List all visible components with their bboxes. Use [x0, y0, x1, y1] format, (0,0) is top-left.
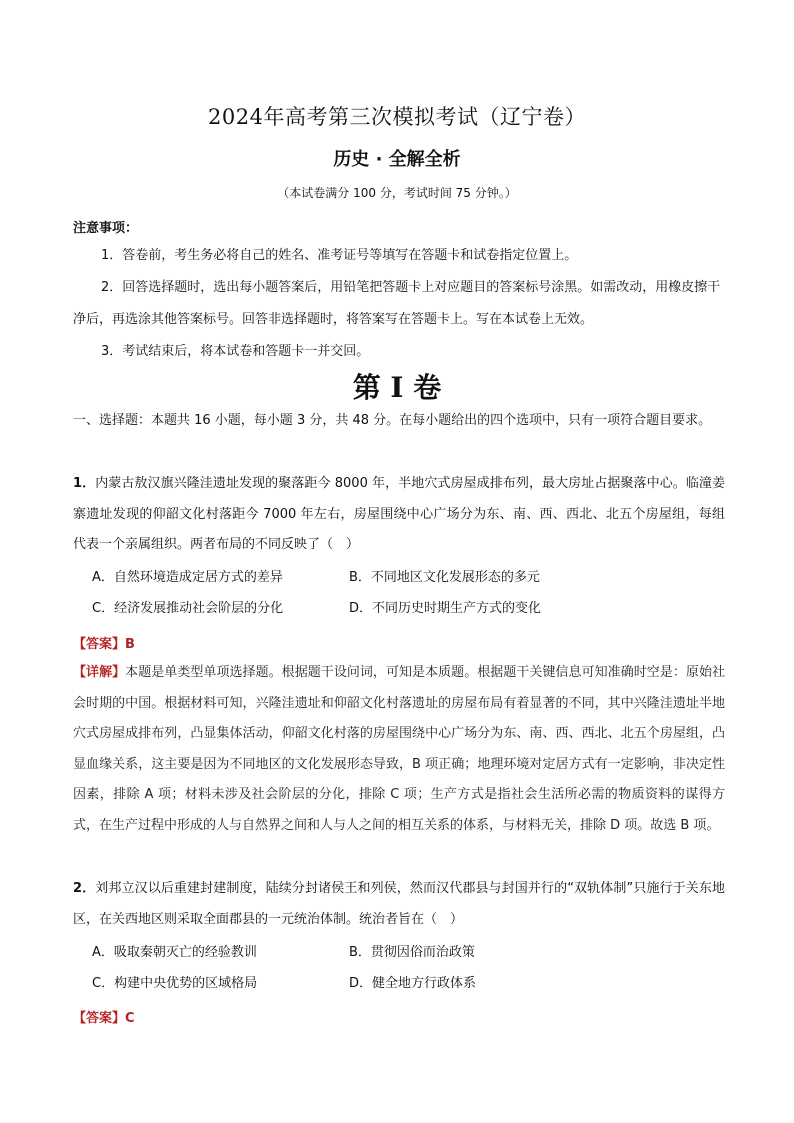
section-instruction: 一、选择题：本题共 16 小题，每小题 3 分，共 48 分。在每小题给出的四个选项中，只有一项符合题目要求。 — [73, 413, 712, 428]
detail-text: 本题是单类型单项选择题。根据题干设问词，可知是本质题。根据题干关键信息可知准确时空是：原始社会时期的中国。根据材料可知，兴隆洼遗址和仰韶文化村落遗址的房屋布局有着显著的不同，其中兴隆洼遗址半地穴式房屋成排布列，凸显集体活动，仰韶文化村落的房屋围绕中心广场分为东、南、西、西北、北五个房屋组，凸显血缘关系，这主要是因为不同地区的文化发展形态导致，B 项正确；地理环境对定居方式有一定影响，非决定性因素，排除 A 项；材料未涉及社会阶层的分化，排除 C 项；生产方式是指社会生活所必需的物质资料的谋得方式，在生产过程中形成的人与自然界之间和人与人之间的相互关系的体系，与材料无关，排除 D 项。故选 B 项。 — [73, 665, 725, 833]
option-b: B．不同地区文化发展形态的多元 — [349, 570, 540, 585]
exam-meta: （本试卷满分 100 分，考试时间 75 分钟。） — [277, 186, 517, 200]
answer-detail — [73, 658, 725, 841]
question-number: 2． — [73, 881, 96, 896]
option-d: D．不同历史时期生产方式的变化 — [349, 601, 542, 616]
option-c: C．构建中央优势的区域格局 — [92, 976, 258, 991]
notice-item-2: 2．回答选择题时，选出每小题答案后，用铅笔把答题卡上对应题目的答案标号涂黑。如需改动，用橡皮擦干净后，再选涂其他答案标号。回答非选择题时，将答案写在答题卡上。写在本试卷上无效。 — [73, 280, 721, 327]
section-title: 第 I 卷 — [352, 371, 442, 404]
option-d: D．健全地方行政体系 — [349, 976, 477, 991]
document-subtitle: 历史 · 全解全析 — [333, 149, 461, 170]
notice-item-1: 1．答卷前，考生务必将自己的姓名、准考证号等填写在答题卡和试卷指定位置上。 — [101, 248, 578, 263]
answer-label: 【答案】C — [73, 1011, 135, 1026]
answer-label: 【答案】B — [73, 637, 135, 652]
option-a: A．自然环境造成定居方式的差异 — [92, 570, 283, 585]
option-b: B．贯彻因俗而治政策 — [349, 945, 475, 960]
question-1 — [73, 469, 725, 561]
question-stem: 内蒙古敖汉旗兴隆洼遗址发现的聚落距今 8000 年，半地穴式房屋成排布列，最大房址占据聚落中心。临潼姜寨遗址发现的仰韶文化村落距今 7000 年左右，房屋围绕中心广场分为东、南、西、西北、北五个房屋组，每组代表一个亲属组织。两者布局的不同反映了（ ） — [73, 476, 725, 552]
question-stem: 刘邦立汉以后重建封建制度，陆续分封诸侯王和列侯，然而汉代郡县与封国并行的“双轨体制”只施行于关东地区，在关西地区则采取全面郡县的一元统治体制。统治者旨在（ ） — [73, 881, 725, 927]
question-2 — [73, 874, 725, 935]
option-c: C．经济发展推动社会阶层的分化 — [92, 601, 284, 616]
question-number: 1． — [73, 476, 96, 491]
detail-label: 【详解】 — [73, 665, 126, 680]
option-a: A．吸取秦朝灭亡的经验教训 — [92, 945, 257, 960]
document-title: 2024年高考第三次模拟考试（辽宁卷） — [208, 105, 586, 129]
notice-heading: 注意事项： — [73, 221, 139, 236]
notice-item-3: 3．考试结束后，将本试卷和答题卡一并交回。 — [101, 344, 370, 359]
